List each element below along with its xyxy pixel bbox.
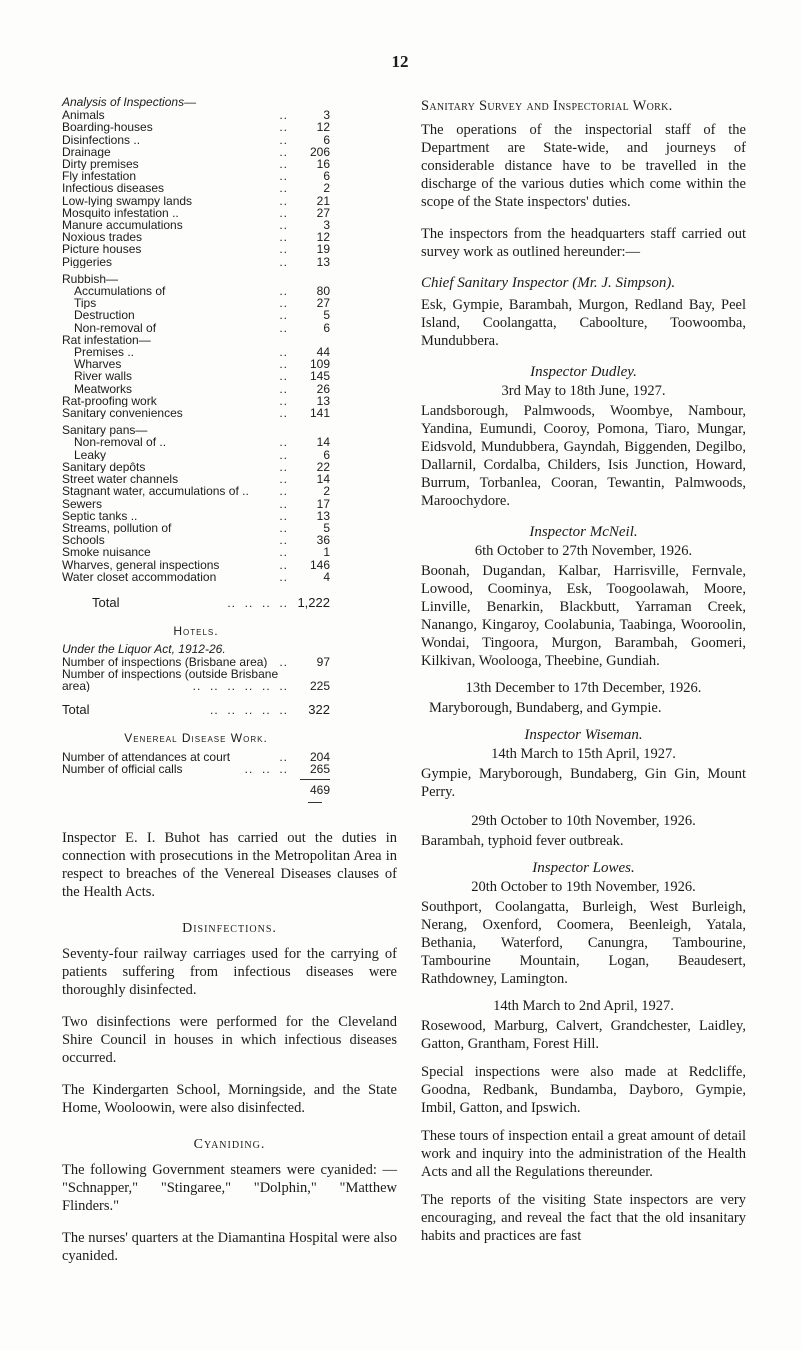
row-value: 27 bbox=[316, 205, 330, 220]
venereal-row-1: Number of attendances at court .. 204 bbox=[62, 749, 330, 764]
row-value: 16 bbox=[316, 157, 330, 172]
row-value: 4 bbox=[323, 569, 330, 584]
row-label: Leaky bbox=[74, 448, 107, 461]
row-label: Septic tanks .. bbox=[62, 509, 138, 522]
lowes-date-2: 14th March to 2nd April, 1927. bbox=[493, 998, 674, 1014]
table-row: Smoke nuisance .. 1 bbox=[62, 545, 330, 560]
row-value: 6 bbox=[323, 447, 330, 462]
dudley-places: Landsborough, Palmwoods, Woombye, Nambour, Yandina, Eumundi, Cooroy, Pomona, Tiaro, Mungar, Eidsvold, Mundubbera, Gayndah, Biggenden, Degilbo, Dallarnil, Cordalba, Childers, Isis Junction, Howard, Burrum, Torbanlea, Cooran, Tewantin, Palmwoods, Maroochydore. bbox=[421, 403, 746, 509]
row-value: 6 bbox=[323, 320, 330, 335]
page-number: 12 bbox=[391, 52, 409, 71]
table-row: Septic tanks .. .. 13 bbox=[62, 508, 330, 523]
table-row: Water closet accommodation .. 4 bbox=[62, 569, 330, 584]
row-value: 3 bbox=[323, 108, 330, 123]
table-row: Non-removal of .. 6 bbox=[74, 320, 330, 335]
row-label: Stagnant water, accumulations of .. bbox=[62, 485, 249, 498]
row-label: Meatworks bbox=[74, 382, 133, 395]
row-label: Destruction bbox=[74, 309, 135, 322]
row-label: Low-lying swampy lands bbox=[62, 194, 193, 207]
row-value: 12 bbox=[316, 230, 330, 245]
operations-paragraph: The operations of the inspectorial staff of the Department are State-wide, and journeys of considerable distance have to be travelled in the discharge of the various duties which come within the scope of the State inspectors' duties. bbox=[421, 122, 746, 210]
row-label: Sanitary depôts bbox=[62, 460, 146, 474]
table-row: Street water channels .. 14 bbox=[62, 472, 330, 487]
table-row: Mosquito infestation .. .. 27 bbox=[62, 205, 330, 220]
table-row: Streams, pollution of .. 5 bbox=[62, 520, 330, 535]
row-label: Streams, pollution of bbox=[62, 521, 172, 535]
table-row: Picture houses .. 19 bbox=[62, 242, 330, 257]
rubbish-rows bbox=[62, 285, 330, 334]
hotels-heading: Hotels. bbox=[173, 624, 219, 639]
row-value: 80 bbox=[316, 284, 330, 299]
row-value: 13 bbox=[316, 508, 330, 523]
row-label: Rat-proofing work bbox=[62, 394, 157, 408]
table-row: Piggeries .. 13 bbox=[62, 254, 330, 269]
venereal-rule bbox=[300, 779, 330, 780]
buhot-paragraph: Inspector E. I. Buhot has carried out the duties in connection with prosecutions in the Metropolitan Area in respect to breaches of the Venereal Diseases clauses of the Health Acts. bbox=[62, 830, 397, 901]
row-label: Non-removal of bbox=[74, 321, 157, 334]
total-value: 1,222 bbox=[297, 594, 330, 610]
row-label: Smoke nuisance bbox=[62, 546, 151, 559]
row-label: Wharves bbox=[74, 358, 122, 371]
table-row: Infectious diseases .. 2 bbox=[62, 181, 330, 196]
tours-paragraph: These tours of inspection entail a great amount of detail work and inquiry into the administration of the Health Acts and all the Regulations thereunder. bbox=[421, 1128, 746, 1180]
row-label: Boarding-houses bbox=[62, 121, 153, 134]
table-row: Dirty premises .. 16 bbox=[62, 157, 330, 172]
table-row: Premises .. .. 44 bbox=[74, 345, 330, 360]
row-label: Accumulations of bbox=[74, 285, 166, 298]
chief-places: Esk, Gympie, Barambah, Murgon, Redland Bay, Peel Island, Coolangatta, Caboolture, Toowoomba, Mundubbera. bbox=[421, 297, 746, 349]
row-label: Tips bbox=[74, 297, 97, 310]
cleveland-paragraph: Two disinfections were performed for the Cleveland Shire Council in houses in which infectious diseases occurred. bbox=[62, 1014, 397, 1067]
table-row: Meatworks .. 26 bbox=[74, 381, 330, 396]
lowes-heading: Inspector Lowes. bbox=[532, 860, 635, 876]
row-label: Schools bbox=[62, 534, 105, 547]
pans-rows bbox=[62, 436, 330, 460]
table-row: Wharves .. 109 bbox=[74, 357, 330, 372]
hotels-row-1: Number of inspections (Brisbane area) .. 97 bbox=[62, 654, 330, 669]
rubbish-heading: Rubbish— bbox=[62, 271, 119, 286]
dudley-heading: Inspector Dudley. bbox=[530, 364, 637, 380]
row-label: Disinfections .. bbox=[62, 133, 141, 146]
row-label: Dirty premises bbox=[62, 158, 139, 171]
steamers-paragraph: The following Government steamers were cyanided: — "Schnapper," "Stingaree," "Dolphin," "Matthew Flinders." bbox=[62, 1162, 397, 1215]
row-value: 5 bbox=[323, 308, 330, 323]
row-label: Mosquito infestation .. bbox=[62, 206, 179, 220]
headquarters-paragraph: The inspectors from the headquarters staff carried out survey work as outlined hereunder:— bbox=[421, 226, 746, 260]
row-value: 21 bbox=[316, 193, 330, 208]
total-label: Total bbox=[92, 596, 120, 610]
row-value: 3 bbox=[323, 218, 330, 233]
railway-paragraph: Seventy-four railway carriages used for the carrying of patients suffering from infectious diseases were thoroughly disinfected. bbox=[62, 946, 397, 999]
table-row: Disinfections .. .. 6 bbox=[62, 132, 330, 147]
inspections-total-row: Total .. .. .. .. 1,222 bbox=[62, 597, 330, 609]
row-label: Fly infestation bbox=[62, 170, 137, 183]
row-label: Infectious diseases bbox=[62, 182, 165, 195]
table-row: Sewers .. 17 bbox=[62, 496, 330, 511]
table-row: Drainage .. 206 bbox=[62, 144, 330, 159]
row-label: Street water channels bbox=[62, 473, 179, 486]
row-label: River walls bbox=[74, 370, 133, 383]
section-title: Sanitary Survey and Inspectorial Work. bbox=[421, 98, 673, 114]
mcneil-heading: Inspector McNeil. bbox=[529, 524, 638, 540]
row-label: Animals bbox=[62, 109, 105, 122]
table-row: Rat-proofing work .. 13 bbox=[62, 393, 330, 408]
row-value: 5 bbox=[323, 520, 330, 535]
rows-group-2 bbox=[62, 395, 330, 419]
mcneil-date: 6th October to 27th November, 1926. bbox=[474, 543, 693, 559]
table-row: River walls .. 145 bbox=[74, 369, 330, 384]
rows-group-3 bbox=[62, 461, 330, 583]
table-row: Accumulations of .. 80 bbox=[74, 284, 330, 299]
row-value: 146 bbox=[309, 557, 330, 572]
row-value: 206 bbox=[309, 144, 330, 159]
row-value: 12 bbox=[316, 120, 330, 135]
hotels-subheading: Under the Liquor Act, 1912-26. bbox=[62, 642, 226, 657]
row-value: 109 bbox=[309, 357, 330, 372]
row-value: 44 bbox=[316, 345, 330, 360]
row-value: 14 bbox=[316, 472, 330, 487]
table-row: Noxious trades .. 12 bbox=[62, 230, 330, 245]
row-value: 141 bbox=[309, 406, 330, 421]
row-label: Noxious trades bbox=[62, 231, 143, 244]
rows-group-1 bbox=[62, 109, 330, 268]
row-label: Piggeries bbox=[62, 255, 113, 268]
row-value: 2 bbox=[323, 484, 330, 499]
table-row: Schools .. 36 bbox=[62, 533, 330, 548]
special-inspections-paragraph: Special inspections were also made at Redcliffe, Goodna, Redbank, Bundamba, Dayboro, Gympie, Imbil, Gatton, and Ipswich. bbox=[421, 1064, 746, 1116]
table-row: Tips .. 27 bbox=[74, 296, 330, 311]
row-label: Wharves, general inspections bbox=[62, 558, 220, 571]
row-value: 27 bbox=[316, 296, 330, 311]
table-row: Sanitary conveniences .. 141 bbox=[62, 406, 330, 421]
chief-inspector-heading: Chief Sanitary Inspector (Mr. J. Simpson). bbox=[421, 275, 676, 291]
table-row: Stagnant water, accumulations of .. .. 2 bbox=[62, 484, 330, 499]
lowes-date: 20th October to 19th November, 1926. bbox=[471, 879, 696, 895]
hotels-total-row: Total .. .. .. .. .. 322 bbox=[62, 702, 330, 718]
row-value: 26 bbox=[316, 381, 330, 396]
rat-rows bbox=[62, 346, 330, 395]
table-row: Wharves, general inspections .. 146 bbox=[62, 557, 330, 572]
table-row: Sanitary depôts .. 22 bbox=[62, 459, 330, 474]
lowes-places-2: Rosewood, Marburg, Calvert, Grandchester, Laidley, Gatton, Grantham, Forest Hill. bbox=[421, 1018, 746, 1052]
table-row: Boarding-houses .. 12 bbox=[62, 120, 330, 135]
mcneil-date-2: 13th December to 17th December, 1926. bbox=[465, 680, 702, 696]
reports-paragraph: The reports of the visiting State inspectors are very encouraging, and reveal the fact that the old insanitary habits and practices are fast bbox=[421, 1192, 746, 1244]
table-row: Leaky .. 6 bbox=[74, 447, 330, 462]
wiseman-heading: Inspector Wiseman. bbox=[524, 727, 643, 743]
kindergarten-paragraph: The Kindergarten School, Morningside, and the State Home, Wooloowin, were also disinfected. bbox=[62, 1082, 397, 1117]
row-label: Manure accumulations bbox=[62, 219, 183, 232]
hotels-row-2-a: Number of inspections (outside Brisbane bbox=[62, 666, 279, 681]
row-label: Drainage bbox=[62, 145, 111, 159]
disinfections-heading: Disinfections. bbox=[182, 921, 277, 937]
rat-heading: Rat infestation— bbox=[62, 332, 151, 347]
row-value: 6 bbox=[323, 169, 330, 184]
venereal-total-row: 469 bbox=[309, 782, 330, 797]
row-value: 36 bbox=[316, 533, 330, 548]
wiseman-date: 14th March to 15th April, 1927. bbox=[491, 746, 676, 762]
table-row: Non-removal of .. .. 14 bbox=[74, 435, 330, 450]
venereal-row-2: Number of official calls .. .. .. 265 bbox=[62, 761, 330, 776]
dudley-date: 3rd May to 18th June, 1927. bbox=[501, 383, 666, 399]
row-label: Water closet accommodation bbox=[62, 570, 217, 583]
wiseman-places-2: Barambah, typhoid fever outbreak. bbox=[421, 833, 624, 849]
table-row: Animals .. 3 bbox=[62, 108, 330, 123]
table-row: Destruction .. 5 bbox=[74, 308, 330, 323]
row-value: 2 bbox=[323, 181, 330, 196]
row-value: 17 bbox=[316, 496, 330, 511]
wiseman-places: Gympie, Maryborough, Bundaberg, Gin Gin, Mount Perry. bbox=[421, 766, 746, 800]
nurses-paragraph: The nurses' quarters at the Diamantina Hospital were also cyanided. bbox=[62, 1230, 397, 1265]
row-label: Sewers bbox=[62, 497, 103, 510]
row-value: 6 bbox=[323, 132, 330, 147]
wiseman-date-2: 29th October to 10th November, 1926. bbox=[471, 813, 696, 829]
table-row: Fly infestation .. 6 bbox=[62, 169, 330, 184]
hotels-row-2: area) .. .. .. .. .. .. 225 bbox=[62, 678, 330, 693]
mcneil-places-2: Maryborough, Bundaberg, and Gympie. bbox=[429, 700, 662, 716]
mcneil-places: Boonah, Dugandan, Kalbar, Harrisville, Fernvale, Lowood, Coominya, Esk, Toogoolawah, Moore, Linville, Benarkin, Blackbutt, Yarraman Creek, Nanango, Kingaroy, Coolabunia, Taabinga, Wooroolin, Wondai, Tingoora, Murgon, Barambah, Goomeri, Kilkivan, Woolooga, Theebine, Gundiah. bbox=[421, 563, 746, 669]
venereal-heading: Venereal Disease Work. bbox=[124, 731, 268, 746]
left-column bbox=[62, 96, 397, 1265]
row-value: 1 bbox=[323, 545, 330, 560]
row-value: 13 bbox=[316, 393, 330, 408]
row-label: Non-removal of .. bbox=[74, 436, 167, 449]
row-value: 13 bbox=[316, 254, 330, 269]
row-value: 14 bbox=[316, 435, 330, 450]
inspections-table bbox=[62, 96, 330, 803]
row-value: 19 bbox=[316, 242, 330, 257]
row-value: 22 bbox=[316, 459, 330, 474]
inspections-heading: Analysis of Inspections— bbox=[62, 95, 197, 109]
pans-heading: Sanitary pans— bbox=[62, 423, 148, 438]
lowes-places: Southport, Coolangatta, Burleigh, West Burleigh, Nerang, Oxenford, Coomera, Beenleigh, Yatala, Bethania, Waterford, Canungra, Tambourine, Tambourine Mountain, Logan, Beaudesert, Rathdowney, Lamington. bbox=[421, 899, 746, 987]
row-value: 145 bbox=[309, 369, 330, 384]
row-label: Picture houses bbox=[62, 243, 142, 256]
right-column bbox=[421, 98, 746, 1245]
row-label: Sanitary conveniences bbox=[62, 407, 183, 420]
cyaniding-heading: Cyaniding. bbox=[193, 1137, 266, 1153]
table-row: Manure accumulations .. 3 bbox=[62, 218, 330, 233]
table-row: Low-lying swampy lands .. 21 bbox=[62, 193, 330, 208]
row-label: Premises .. bbox=[74, 346, 135, 359]
